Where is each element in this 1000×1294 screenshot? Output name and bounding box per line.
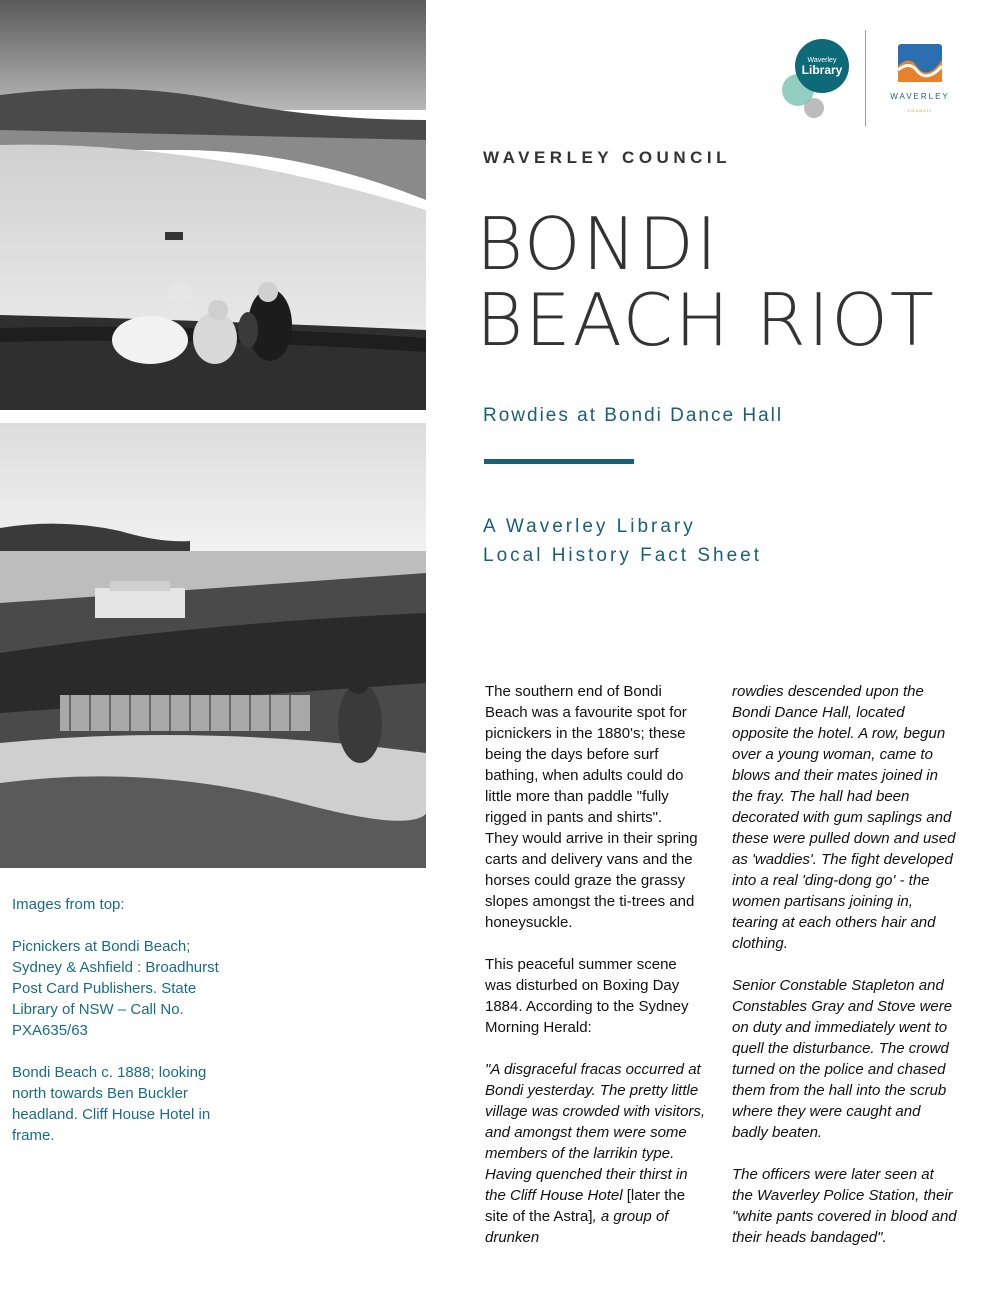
waverley-library-logo <box>776 36 856 120</box>
photo-picnickers-bondi <box>0 0 426 410</box>
caption-image-2: Bondi Beach c. 1888; looking north towards Ben Buckler headland. Cliff House Hotel in frame. <box>12 1064 211 1144</box>
quote-aside: [later the site of the Astra] <box>485 1187 686 1225</box>
council-label: WAVERLEY COUNCIL <box>483 148 731 167</box>
photo-bondi-1888-image <box>0 423 426 868</box>
title-line-1: BONDI <box>476 202 720 286</box>
photo-bondi-1888 <box>0 423 426 868</box>
body-paragraph-4: Senior Constable Stapleton and Constables Gray and Stove were on duty and immediately went to quell the disturbance. The crowd turned on the police and chased them from the hall into the scrub where they were caught and badly beaten. <box>732 977 953 1141</box>
body-column-2 <box>732 681 957 1269</box>
body-paragraph-3 <box>485 1059 707 1248</box>
quote-part-1: "A disgraceful fracas occurred at Bondi yesterday. The pretty little village was crowded with visitors, and amongst them were some members of the larrikin type. Having quenched their thirst in the Cliff House Hotel <box>485 1061 706 1204</box>
logo-divider <box>865 30 866 126</box>
council-logo-text: WAVERLEY <box>890 92 950 101</box>
library-logo-big-text: Library <box>801 63 843 77</box>
factsheet-line-1: A Waverley Library <box>483 516 696 537</box>
accent-rule <box>484 459 634 464</box>
council-logo-sub-text: COUNCIL <box>907 108 933 113</box>
logo-area <box>770 30 970 130</box>
factsheet-line-2: Local History Fact Sheet <box>483 545 762 566</box>
factsheet-label <box>483 512 762 570</box>
image-caption <box>12 894 242 1167</box>
subtitle: Rowdies at Bondi Dance Hall <box>483 405 784 426</box>
body-paragraph-5: The officers were later seen at the Waverley Police Station, their "white pants covered in blood and their heads bandaged". <box>732 1166 957 1246</box>
body-column-1 <box>485 681 707 1248</box>
quote-part-2-continued: rowdies descended upon the Bondi Dance Hall, located opposite the hotel. A row, begun over a young woman, came to blows and their mates joined in the fray. The hall had been decorated with gum saplings and these were pulled down and used as 'waddies'. The fight developed into a real 'ding-dong go' - the women partisans joining in, tearing at each others hair and clothing. <box>732 683 956 952</box>
caption-heading: Images from top: <box>12 896 125 913</box>
body-paragraph-2: This peaceful summer scene was disturbed on Boxing Day 1884. According to the Sydney Morning Herald: <box>485 956 689 1036</box>
waverley-council-logo <box>888 40 952 120</box>
body-paragraph-1b: They would arrive in their spring carts and delivery vans and the horses could graze the grassy slopes amongst the ti-trees and honeysuckle. <box>485 830 698 931</box>
photo-picnickers-image <box>0 0 426 410</box>
caption-image-1: Picnickers at Bondi Beach; Sydney & Ashfield : Broadhurst Post Card Publishers. State Library of NSW – Call No. PXA635/63 <box>12 938 219 1039</box>
library-logo-small-text: Waverley <box>807 57 837 64</box>
title-line-2: BEACH RIOT <box>476 278 936 362</box>
page-title <box>476 202 936 362</box>
quote-part-2-start: , a group of drunken <box>485 1208 669 1246</box>
body-paragraph-1a: The southern end of Bondi Beach was a favourite spot for picnickers in the 1880's; these being the days before surf bathing, when adults could do little more than paddle "fully rigged in pants and shirts". <box>485 683 687 826</box>
